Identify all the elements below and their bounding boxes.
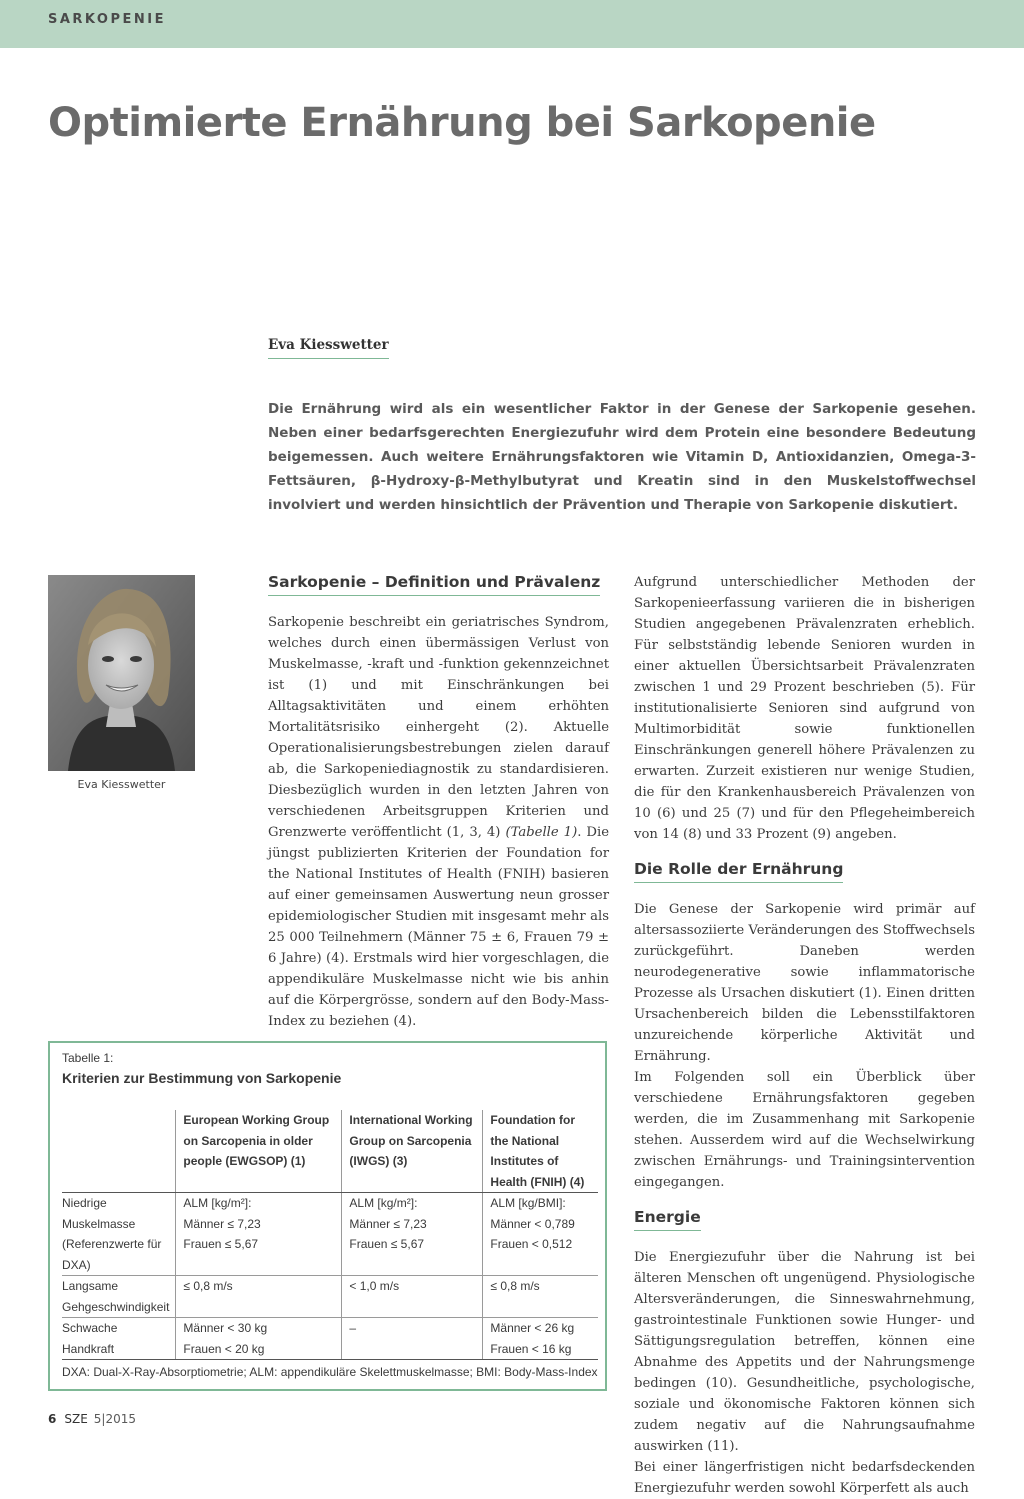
author-name: Eva Kiesswetter [268, 337, 389, 359]
table-footnote: DXA: Dual-X-Ray-Absorptiometrie; ALM: appendikuläre Skelettmuskelmasse; BMI: Body-Mass-Index [62, 1365, 598, 1379]
header-cell: Foundation for the National Institutes of Health (FNIH) (4) [483, 1110, 598, 1193]
table-header-row [62, 1110, 598, 1193]
table-cell: < 1,0 m/s [342, 1276, 483, 1318]
table-cell: ALM [kg/BMI]: Männer < 0,789 Frauen < 0,512 [483, 1193, 598, 1276]
paragraph-role-1: Die Genese der Sarkopenie wird primär auf altersassoziierte Veränderungen des Stoffwechsels zurückgeführt. Daneben werden neurodegenerative sowie inflammatorische Prozesse als Ursachen diskutiert (1). Einen dritten Ursachenbereich bilden die Lebensstilfaktoren unzureichende körperliche Aktivität und Ernährung. [634, 902, 976, 1064]
paragraph-text: Sarkopenie beschreibt ein geriatrisches Syndrom, welches durch einen übermässigen Verlust von Muskelmasse, -kraft und -funktion gekennzeichnet ist (1) und mit Einschränkungen bei Alltagsaktivitäten und einem erhöhten Mortalitätsrisiko einhergeht (2). Aktuelle Operationalisierungsbestrebungen zielen darauf ab, die Sarkopeniediagnostik zu standardisieren. Diesbezüglich wurden in den letzten Jahren von verschiedenen Arbeitsgruppen Kriterien und Grenzwerte veröffentlicht (1, 3, 4) [268, 615, 609, 840]
table-cell: Niedrige Muskelmasse (Referenzwerte für DXA) [62, 1193, 176, 1276]
page-footer [48, 1412, 136, 1426]
article-title: Optimierte Ernährung bei Sarkopenie [48, 100, 876, 146]
heading-definition: Sarkopenie – Definition und Prävalenz [268, 572, 600, 596]
header-cell: International Working Group on Sarcopenia (IWGS) (3) [342, 1110, 483, 1193]
column-left [268, 572, 609, 1032]
page-number: 6 [48, 1412, 57, 1426]
section-label: SARKOPENIE [48, 12, 166, 27]
column-right [634, 572, 975, 1499]
paragraph-prevalence: Aufgrund unterschiedlicher Methoden der Sarkopenieerfassung variieren die in bisherigen Studien angegebenen Prävalenzraten erheblich. Für selbstständig lebende Senioren wurden in einer aktuellen Übersichtsarbeit Prävalenzraten zwischen 1 und 29 Prozent beschrieben (5). Für institutionalisierte Senioren sind aufgrund von Multimorbidität sowie funktionellen Einschränkungen generell höhere Prävalenzen zu erwarten. Zurzeit existieren nur wenige Studien, die für den Krankenhausbereich Prävalenzen von 10 (6) und 25 (7) und für den Pflegeheimbereich von 14 (8) und 33 Prozent (9) angeben. [634, 575, 975, 842]
paragraph-text: . Die jüngst publizierten Kriterien der Foundation for the National Institutes of Health (FNIH) basieren auf einer gemeinsamen Auswertung neun grosser epidemiologischer Studien mit insgesamt mehr als 25 000 Teilnehmern (Männer 75 ± 6, Frauen 79 ± 6 Jahre) (4). Erstmals wird hier vorgeschlagen, die appendikuläre Muskelmasse nicht wie bis anhin auf die Körpergrösse, sondern auf den Body-Mass-Index zu beziehen (4). [268, 825, 610, 1029]
header-cell: European Working Group on Sarcopenia in older people (EWGSOP) (1) [176, 1110, 342, 1193]
heading-energy: Energie [634, 1207, 701, 1231]
table-row [62, 1276, 598, 1318]
journal-name: SZE [64, 1412, 88, 1426]
table-cell: Männer < 26 kg Frauen < 16 kg [483, 1318, 598, 1360]
author-photo [48, 575, 195, 771]
portrait-image [48, 575, 195, 771]
header-cell [62, 1110, 176, 1193]
paragraph-definition [268, 612, 609, 1032]
table-cell: ALM [kg/m²]: Männer ≤ 7,23 Frauen ≤ 5,67 [342, 1193, 483, 1276]
journal-issue: 5|2015 [93, 1412, 136, 1426]
table-cell: Langsame Gehgeschwindigkeit [62, 1276, 176, 1318]
table-title: Kriterien zur Bestimmung von Sarkopenie [62, 1070, 342, 1086]
header-bar [0, 0, 1024, 48]
table-cell: ≤ 0,8 m/s [176, 1276, 342, 1318]
paragraph-energy-2: Bei einer längerfristigen nicht bedarfsdeckenden Energiezufuhr werden sowohl Körperfett als auch [634, 1460, 975, 1496]
table-label: Tabelle 1: [62, 1051, 114, 1065]
table-cell: Schwache Handkraft [62, 1318, 176, 1360]
lead-paragraph: Die Ernährung wird als ein wesentlicher Faktor in der Genese der Sarkopenie gesehen. Neben einer bedarfsgerechten Energiezufuhr wird dem Protein eine besondere Bedeutung beigemessen. Auch weitere Ernährungsfaktoren wie Vitamin D, Antioxidanzien, Omega-3-Fettsäuren, β-Hydroxy-β-Methylbutyrat und Kreatin sind in den Muskelstoffwechsel involviert und werden hinsichtlich der Prävention und Therapie von Sarkopenie diskutiert. [268, 401, 976, 513]
heading-role: Die Rolle der Ernährung [634, 859, 843, 883]
table-cell: ≤ 0,8 m/s [483, 1276, 598, 1318]
criteria-table-box [48, 1041, 607, 1391]
table-cell: – [342, 1318, 483, 1360]
criteria-table [62, 1110, 598, 1360]
table-reference: (Tabelle 1) [505, 825, 578, 840]
paragraph-role-2: Im Folgenden soll ein Überblick über verschiedene Ernährungsfaktoren gegeben werden, die im Zusammenhang mit Sarkopenie stehen. Ausserdem wird auf die Wechselwirkung zwischen Ernährungs- und Trainingsintervention eingegangen. [634, 1070, 975, 1190]
paragraph-energy-1: Die Energiezufuhr über die Nahrung ist bei älteren Menschen oft ungenügend. Physiologische Altersveränderungen, die Sinneswahrnehmung, gastrointestinale Funktionen sowie Hunger- und Sättigungsregulation betreffen, können eine Abnahme des Appetits und der Nahrungsmenge bedingen (10). Gesundheitliche, psychologische, soziale und ökonomische Faktoren können sich zudem negativ auf die Nahrungsaufnahme auswirken (11). [634, 1250, 975, 1454]
table-cell: Männer < 30 kg Frauen < 20 kg [176, 1318, 342, 1360]
table-row [62, 1318, 598, 1360]
table-row [62, 1193, 598, 1276]
photo-caption: Eva Kiesswetter [77, 778, 166, 791]
table-cell: ALM [kg/m²]: Männer ≤ 7,23 Frauen ≤ 5,67 [176, 1193, 342, 1276]
